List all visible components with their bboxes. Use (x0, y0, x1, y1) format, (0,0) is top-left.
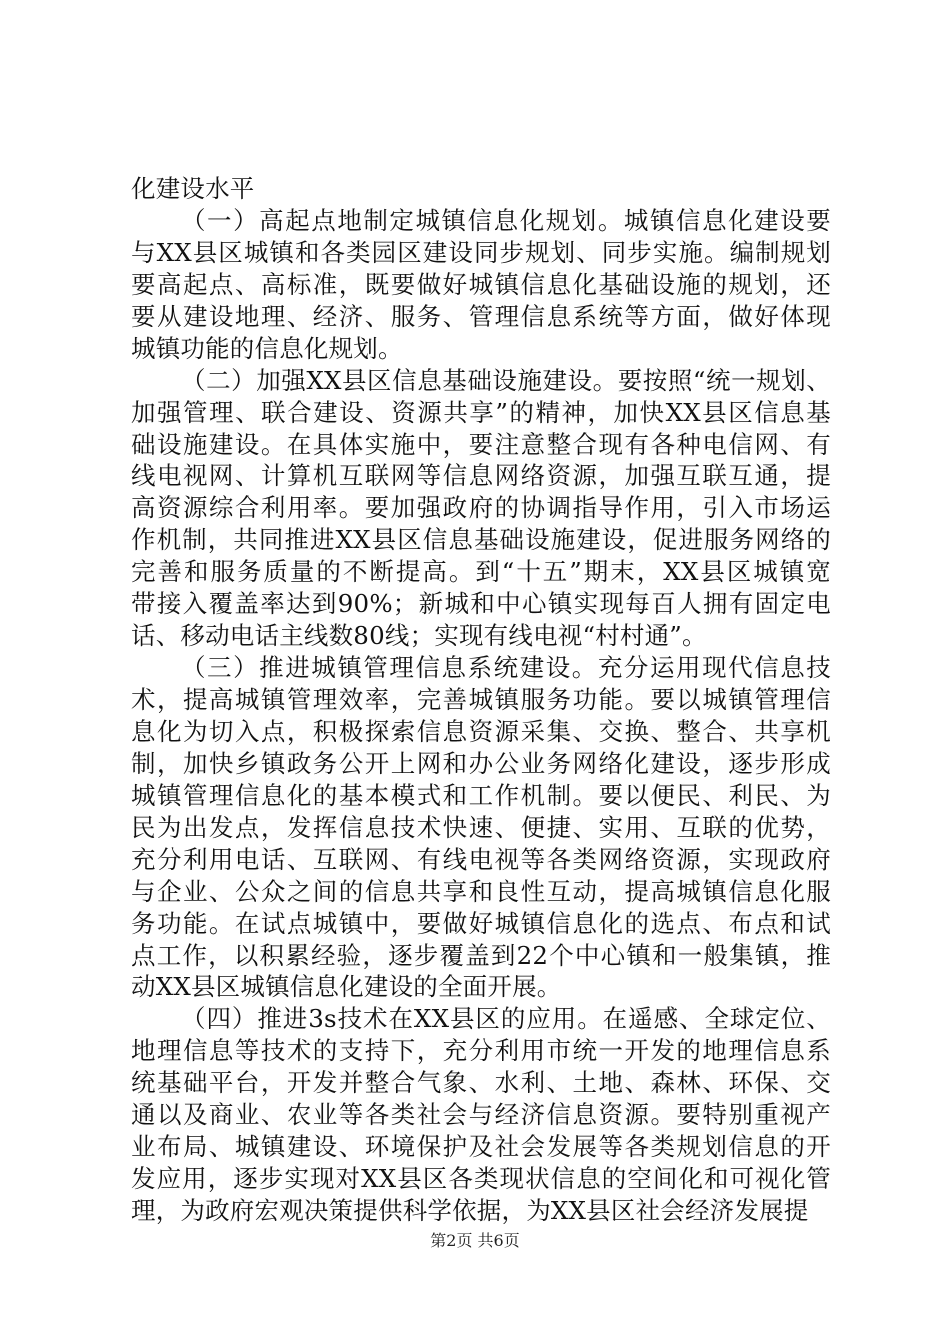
paragraph (131, 173, 831, 205)
paragraph (131, 652, 831, 1003)
text-line: 础设施建设。在具体实施中，要注意整合现有各种电信网、有 (131, 429, 831, 459)
text-line: 民为出发点，发挥信息技术快速、便捷、实用、互联的优势， (131, 812, 831, 842)
text-line: （三）推进城镇管理信息系统建设。充分运用现代信息技 (181, 653, 831, 683)
text-line: 统基础平台，开发并整合气象、水利、土地、森林、环保、交 (131, 1068, 831, 1098)
text-line: 发应用，逐步实现对XX县区各类现状信息的空间化和可视化管 (131, 1164, 831, 1194)
text-line: 通以及商业、农业等各类社会与经济信息资源。要特别重视产 (131, 1100, 831, 1130)
text-line: （二）加强XX县区信息基础设施建设。要按照“统一规划、 (181, 365, 831, 395)
text-line: 息化为切入点，积极探索信息资源采集、交换、整合、共享机 (131, 716, 831, 746)
text-line: 要高起点、高标准，既要做好城镇信息化基础设施的规划，还 (131, 269, 831, 299)
paragraph (131, 365, 831, 652)
text-line: 务功能。在试点城镇中，要做好城镇信息化的选点、布点和试 (131, 908, 831, 938)
text-line: 地理信息等技术的支持下，充分利用市统一开发的地理信息系 (131, 1036, 831, 1066)
text-line: 高资源综合利用率。要加强政府的协调指导作用，引入市场运 (131, 493, 831, 523)
text-line: 动XX县区城镇信息化建设的全面开展。 (131, 972, 562, 1002)
text-line: 术，提高城镇管理效率，完善城镇服务功能。要以城镇管理信 (131, 685, 831, 714)
text-line: 与企业、公众之间的信息共享和良性互动，提高城镇信息化服 (131, 876, 831, 906)
text-line: 点工作，以积累经验，逐步覆盖到22个中心镇和一般集镇，推 (131, 940, 831, 970)
text-line: 与XX县区城镇和各类园区建设同步规划、同步实施。编制规划 (131, 237, 831, 267)
text-line: 作机制，共同推进XX县区信息基础设施建设，促进服务网络的 (131, 525, 831, 555)
paragraph (131, 205, 831, 365)
text-line: 完善和服务质量的不断提高。到“十五”期末，XX县区城镇宽 (131, 557, 831, 587)
text-line: 城镇管理信息化的基本模式和工作机制。要以便民、利民、为 (131, 780, 831, 810)
text-line: 要从建设地理、经济、服务、管理信息系统等方面，做好体现 (131, 301, 831, 331)
text-line: 理，为政府宏观决策提供科学依据，为XX县区社会经济发展提 (131, 1196, 809, 1225)
text-line: 带接入覆盖率达到90%；新城和中心镇实现每百人拥有固定电 (131, 589, 831, 619)
text-line: 充分利用电话、互联网、有线电视等各类网络资源，实现政府 (131, 844, 831, 874)
text-line: 话、移动电话主线数80线；实现有线电视“村村通”。 (131, 621, 707, 651)
text-line: 化建设水平 (131, 174, 255, 203)
text-line: （一）高起点地制定城镇信息化规划。城镇信息化建设要 (181, 205, 831, 235)
text-line: 加强管理、联合建设、资源共享”的精神，加快XX县区信息基 (131, 397, 831, 427)
page-footer: 第2页 共6页 (430, 1231, 520, 1250)
text-line: 制，加快乡镇政务公开上网和办公业务网络化建设，逐步形成 (131, 748, 831, 778)
text-line: 城镇功能的信息化规划。 (131, 333, 403, 363)
text-line: 业布局、城镇建设、环境保护及社会发展等各类规划信息的开 (131, 1132, 831, 1162)
text-line: 线电视网、计算机互联网等信息网络资源，加强互联互通，提 (131, 461, 831, 491)
paragraph (131, 1003, 831, 1227)
document-body (131, 173, 831, 1227)
text-line: （四）推进3s技术在XX县区的应用。在遥感、全球定位、 (181, 1004, 831, 1034)
